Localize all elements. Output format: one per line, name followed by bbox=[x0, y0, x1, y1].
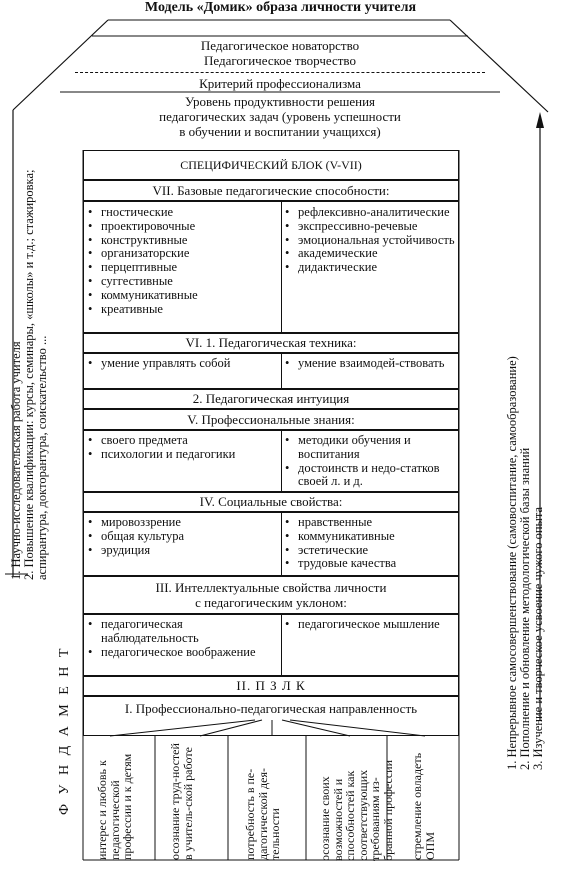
list-item: • своего предмета bbox=[85, 434, 275, 448]
list-item: • педагогическое мышление bbox=[282, 618, 458, 632]
roof-innovation: Педагогическое новаторство Педагогическое творчество bbox=[200, 38, 360, 68]
list-item: • проектировочные bbox=[85, 220, 280, 234]
section-1-title: I. Профессионально-педагогическая направленность bbox=[83, 696, 459, 736]
left-item-2: 2. Повышение квалификации: курсы, семинары, «школы» и т.д.; стажировка; аспирантура, докторантура, соискательство ... bbox=[22, 169, 49, 580]
list-item: • суггестивные bbox=[85, 275, 280, 289]
right-item-2: 2. Пополнение и обновление методологической базы знаний bbox=[518, 447, 532, 770]
section-1-col-5: стремление овладеть ОПМ bbox=[410, 752, 437, 860]
list-item: • эстетические bbox=[282, 544, 458, 558]
list-item: • дидактические bbox=[282, 261, 458, 275]
list-item: • коммуникативные bbox=[282, 530, 458, 544]
section-1-col-3: потребность в пе-дагогической дея-тельности bbox=[243, 768, 282, 860]
section-1-col-1: интерес и любовь к педагогической профессии и к детям bbox=[95, 753, 134, 860]
section-3-title: III. Интеллектуальные свойства личности с педагогическим уклоном: bbox=[83, 576, 459, 614]
section-2-title: II. П З Л К bbox=[83, 676, 459, 696]
left-side-items bbox=[10, 150, 80, 580]
list-item: • общая культура bbox=[85, 530, 275, 544]
list-item: • трудовые качества bbox=[282, 557, 458, 571]
list-item: • креативные bbox=[85, 303, 280, 317]
list-item: • перцептивные bbox=[85, 261, 280, 275]
section-1-col-4: осознание своих возможностей и способностей как соответствующих требованиям из-бранной профессии bbox=[318, 759, 395, 861]
list-item: • педагогическое воображение bbox=[85, 646, 280, 660]
right-item-1: 1. Непрерывное самосовершенствование (самовоспитание, самообразование) bbox=[505, 356, 519, 770]
list-item: • гностические bbox=[85, 206, 280, 220]
right-side-items bbox=[506, 300, 560, 770]
right-item-3: 3. Изучение и творческое усвоение чужого опыта bbox=[531, 506, 545, 770]
section-7-title: VII. Базовые педагогические способности: bbox=[83, 180, 459, 201]
list-item: • нравственные bbox=[282, 516, 458, 530]
list-item: • экспрессивно-речевые bbox=[282, 220, 458, 234]
list-item: • рефлексивно-аналитические bbox=[282, 206, 458, 220]
list-item: • организаторские bbox=[85, 247, 280, 261]
list-item: • методики обучения и воспитания bbox=[282, 434, 458, 462]
list-item: • эмоциональная устойчивость bbox=[282, 234, 458, 248]
section-5-title: V. Профессиональные знания: bbox=[83, 409, 459, 430]
left-item-1: 1. Научно-исследовательская работа учителя bbox=[9, 341, 23, 580]
list-item: • педагогическая наблюдательность bbox=[85, 618, 280, 646]
list-item: • умение взаимодей-ствовать bbox=[282, 357, 458, 371]
list-item: • коммуникативные bbox=[85, 289, 280, 303]
list-item: • академические bbox=[282, 247, 458, 261]
section-6-title: VI. 1. Педагогическая техника: bbox=[83, 333, 459, 353]
foundation-label: Ф У Н Д А М Е Н Т bbox=[57, 645, 72, 815]
diagram-title: Модель «Домик» образа личности учителя bbox=[144, 0, 417, 15]
section-4-title: IV. Социальные свойства: bbox=[83, 492, 459, 512]
list-item: • достоинств и недо-статков своей л. и д. bbox=[282, 462, 458, 490]
section-1-col-2: осознание труд-ностей в учитель-ской работе bbox=[168, 743, 195, 860]
specific-block-header: СПЕЦИФИЧЕСКИЙ БЛОК (V-VII) bbox=[83, 150, 459, 180]
roof-productivity-level: Уровень продуктивности решения педагогических задач (уровень успешности в обучении и воспитании учащихся) bbox=[159, 94, 401, 139]
list-item: • умение управлять собой bbox=[85, 357, 275, 371]
list-item: • мировоззрение bbox=[85, 516, 275, 530]
list-item: • конструктивные bbox=[85, 234, 280, 248]
list-item: • эрудиция bbox=[85, 544, 275, 558]
roof-criterion: Критерий профессионализма bbox=[199, 76, 361, 91]
section-6-intuition: 2. Педагогическая интуиция bbox=[83, 389, 459, 409]
list-item: • психологии и педагогики bbox=[85, 448, 275, 462]
